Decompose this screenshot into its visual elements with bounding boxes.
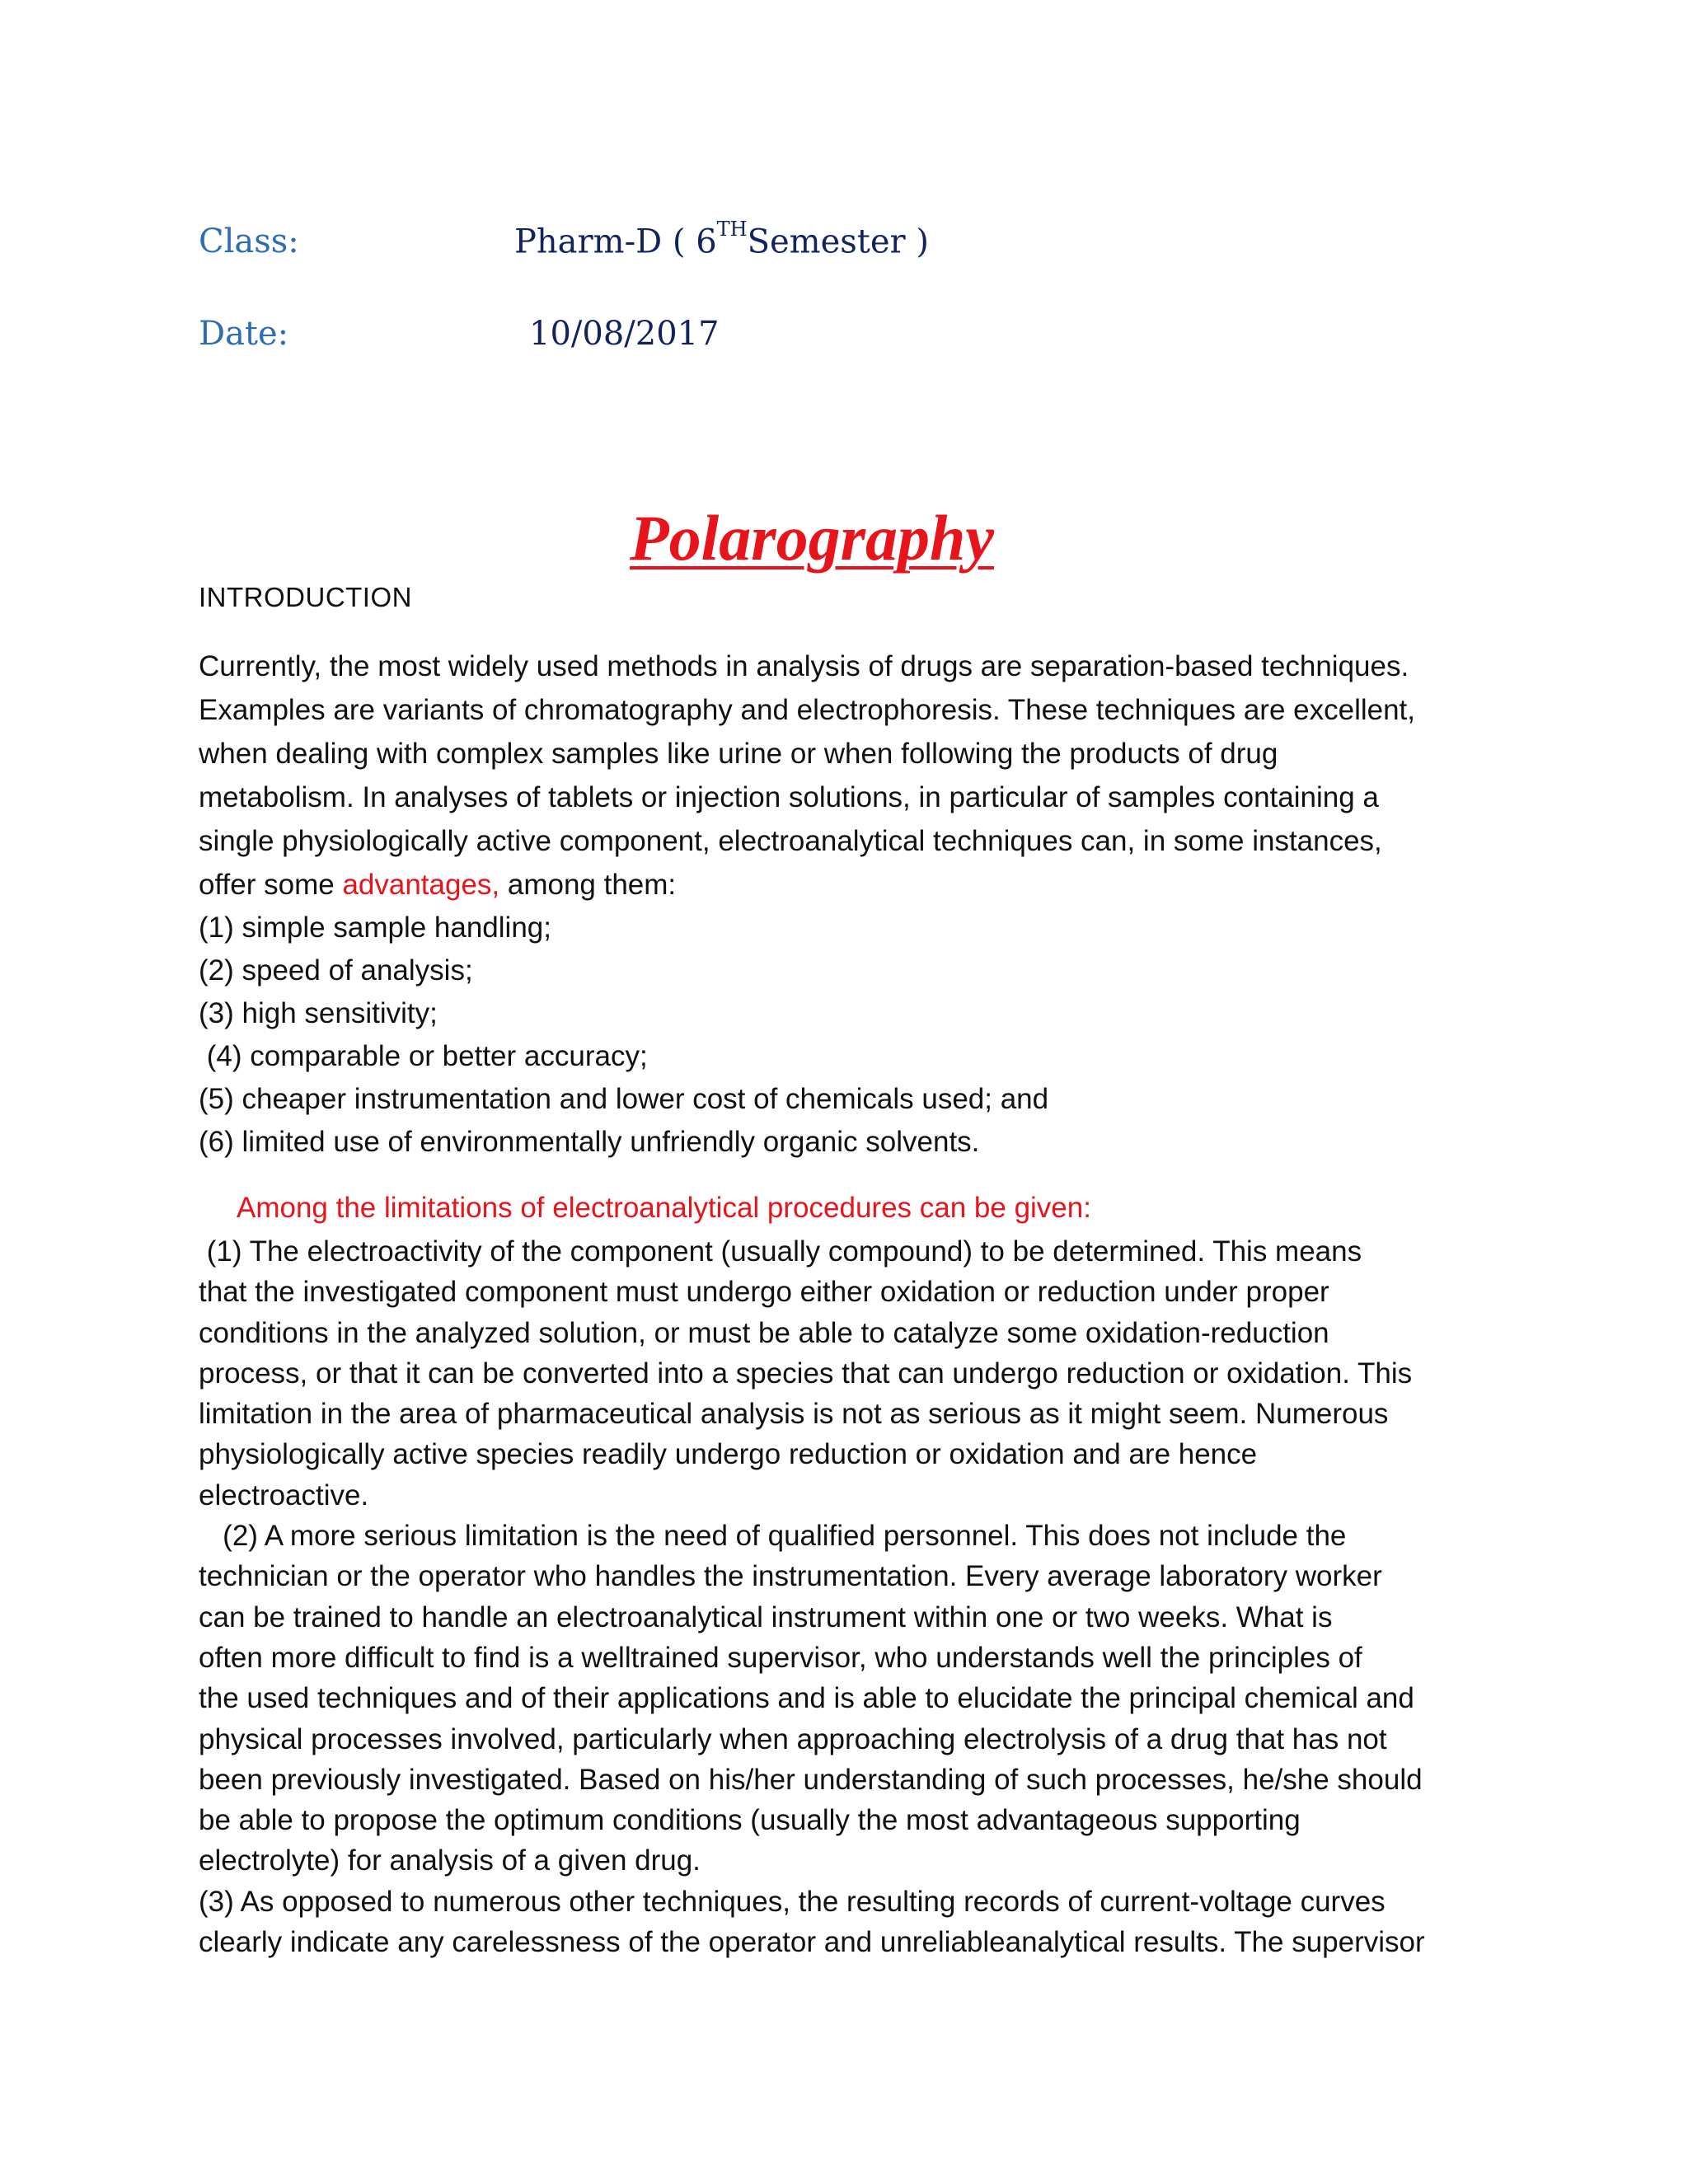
intro-line-last — [199, 863, 1501, 907]
advantage-item: (3) high sensitivity; — [199, 997, 438, 1029]
limitation-line: clearly indicate any carelessness of the operator and unreliableanalytical results. The supervisor — [199, 1926, 1425, 1959]
intro-line: Currently, the most widely used methods in analysis of drugs are separation-based techniques. — [199, 650, 1409, 682]
limitation-line: the used techniques and of their applications and is able to elucidate the principal chemical and — [199, 1682, 1414, 1715]
advantage-item: (1) simple sample handling; — [199, 912, 551, 944]
limitation-line: often more difficult to find is a welltrained supervisor, who understands well the principles of — [199, 1641, 1362, 1674]
limitations-heading: Among the limitations of electroanalytical procedures can be given: — [237, 1192, 1091, 1224]
advantages-list — [199, 907, 1501, 1164]
class-value-suffix: Semester ) — [747, 223, 929, 261]
intro-line-start: offer some — [199, 869, 343, 901]
advantage-item: (2) speed of analysis; — [199, 954, 473, 987]
advantage-item: (4) comparable or better accuracy; — [199, 1040, 648, 1072]
limitation-line: (2) A more serious limitation is the need of qualified personnel. This does not include the — [199, 1520, 1347, 1553]
class-value-superscript: TH — [716, 218, 748, 241]
limitation-line: conditions in the analyzed solution, or must be able to catalyze some oxidation-reduction — [199, 1316, 1329, 1349]
intro-heading: INTRODUCTION — [199, 582, 412, 612]
intro-line: Examples are variants of chromatography and electrophoresis. These techniques are excellent, — [199, 694, 1415, 726]
limitation-line: be able to propose the optimum conditions (usually the most advantageous supporting — [199, 1804, 1301, 1837]
limitation-line: electroactive. — [199, 1479, 369, 1511]
class-label: Class: — [199, 223, 299, 260]
class-value — [514, 218, 929, 261]
limitation-line: (1) The electroactivity of the component (usually compound) to be determined. This means — [199, 1235, 1362, 1268]
date-value: 10/08/2017 — [529, 315, 720, 353]
advantages-highlight: advantages, — [342, 869, 500, 901]
limitation-line: process, or that it can be converted into a species that can undergo reduction or oxidation. This — [199, 1357, 1413, 1390]
limitation-line: been previously investigated. Based on his/her understanding of such processes, he/she should — [199, 1763, 1423, 1796]
limitation-line: physical processes involved, particularly when approaching electrolysis of a drug that has not — [199, 1722, 1387, 1755]
advantage-item: (5) cheaper instrumentation and lower cost of chemicals used; and — [199, 1083, 1049, 1115]
limitation-line: can be trained to handle an electroanalytical instrument within one or two weeks. What is — [199, 1601, 1333, 1633]
intro-line: when dealing with complex samples like urine or when following the products of drug — [199, 738, 1278, 770]
limitation-line: (3) As opposed to numerous other techniques, the resulting records of current-voltage curves — [199, 1885, 1386, 1918]
limitation-line: limitation in the area of pharmaceutical analysis is not as serious as it might seem. Numerous — [199, 1398, 1389, 1431]
intro-line-end: among them: — [499, 869, 677, 901]
limitation-line: technician or the operator who handles the instrumentation. Every average laboratory worker — [199, 1560, 1382, 1593]
limitation-line: physiologically active species readily undergo reduction or oxidation and are hence — [199, 1438, 1258, 1471]
limitations-paragraph — [199, 1231, 1501, 1962]
intro-line: metabolism. In analyses of tablets or injection solutions, in particular of samples containing a — [199, 781, 1379, 813]
date-label: Date: — [199, 315, 289, 353]
limitation-line: electrolyte) for analysis of a given drug. — [199, 1844, 701, 1877]
class-value-prefix: Pharm-D ( 6 — [514, 223, 717, 261]
advantage-item: (6) limited use of environmentally unfriendly organic solvents. — [199, 1126, 980, 1158]
intro-line: single physiologically active component, electroanalytical techniques can, in some instances, — [199, 825, 1382, 857]
intro-paragraph — [199, 644, 1501, 907]
limitation-line: that the investigated component must undergo either oxidation or reduction under proper — [199, 1276, 1329, 1309]
document-title: Polarography — [629, 502, 995, 574]
